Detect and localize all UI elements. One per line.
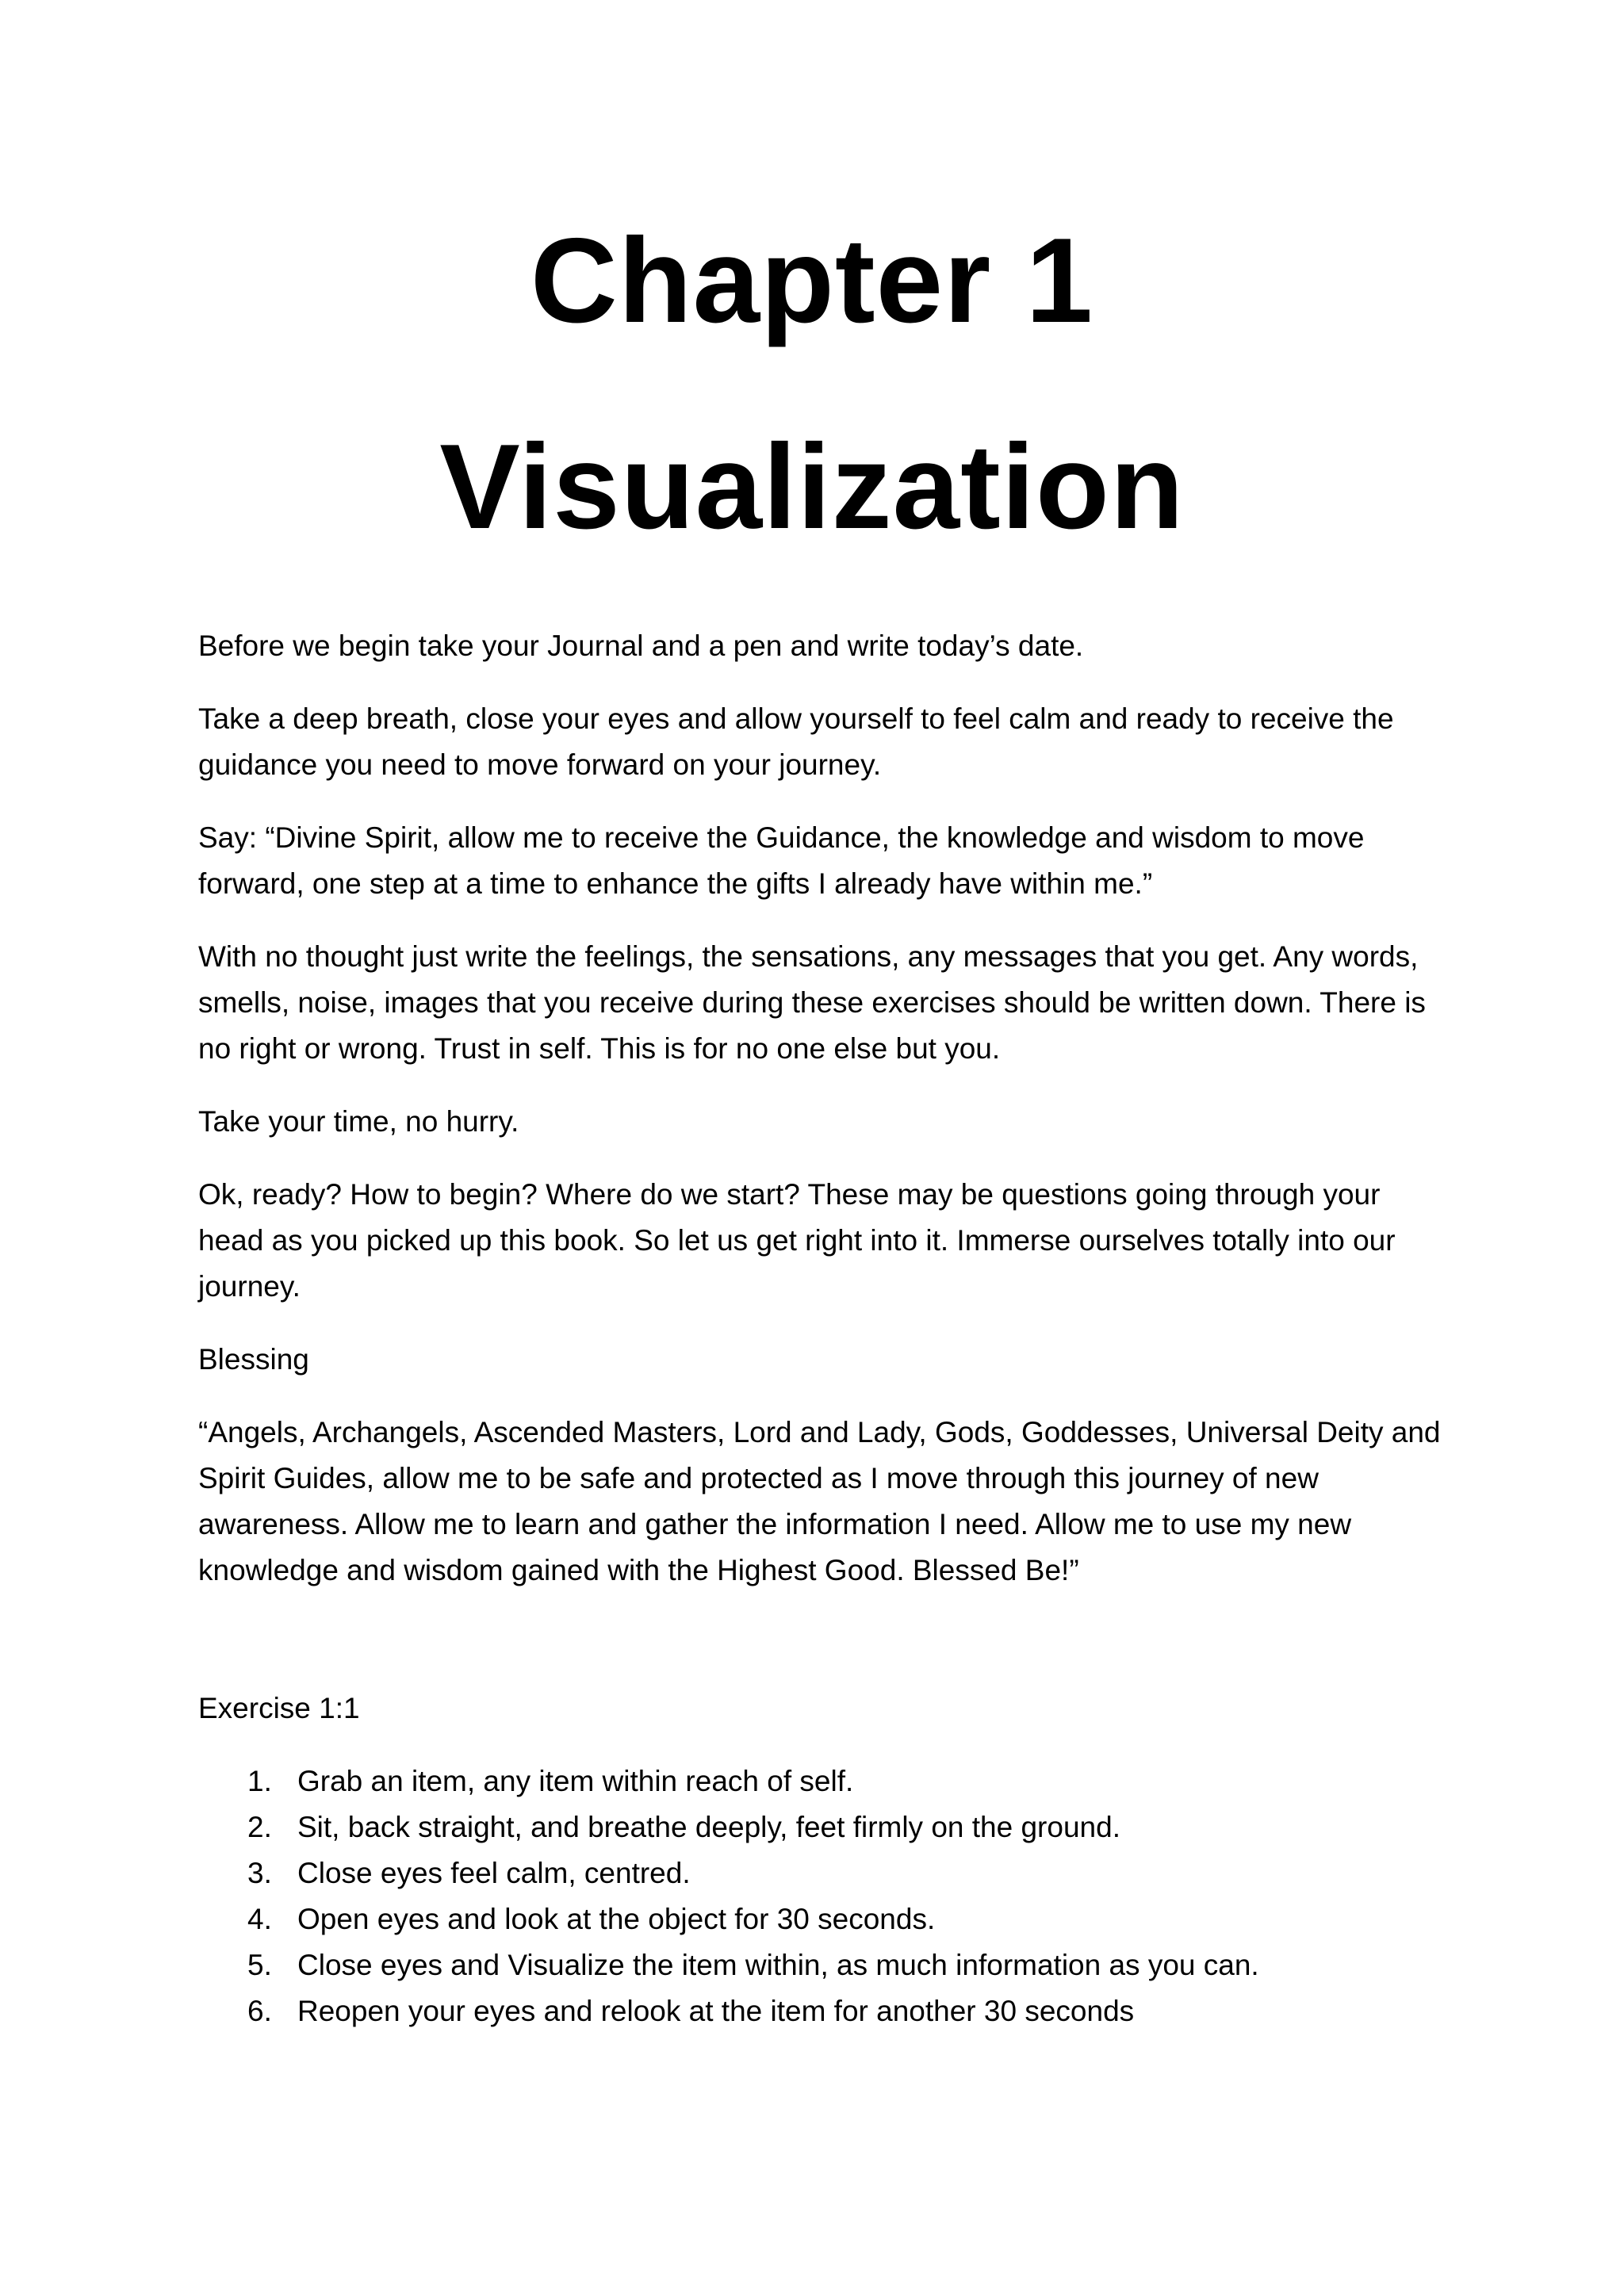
list-item bbox=[198, 1896, 1451, 1942]
list-item-text: Grab an item, any item within reach of self. bbox=[297, 1765, 854, 1797]
list-item-text: Close eyes feel calm, centred. bbox=[297, 1857, 691, 1889]
list-item bbox=[198, 1988, 1451, 2034]
paragraph-intro: Before we begin take your Journal and a pen and write today’s date. bbox=[198, 629, 1084, 662]
chapter-body bbox=[198, 623, 1451, 2034]
list-item-number: 2. bbox=[247, 1811, 272, 1843]
list-item-text: Open eyes and look at the object for 30 seconds. bbox=[297, 1903, 936, 1935]
paragraph-deep-breath: Take a deep breath, close your eyes and allow yourself to feel calm and ready to receive the guidance you need to move forward on your journey. bbox=[198, 702, 1394, 781]
list-item-number: 5. bbox=[247, 1949, 272, 1981]
blessing-heading: Blessing bbox=[198, 1343, 309, 1376]
list-item bbox=[198, 1804, 1451, 1850]
list-item bbox=[198, 1942, 1451, 1988]
list-item-number: 3. bbox=[247, 1857, 272, 1889]
list-item-text: Close eyes and Visualize the item within, as much information as you can. bbox=[297, 1949, 1259, 1981]
exercise-heading: Exercise 1:1 bbox=[198, 1692, 360, 1724]
list-item bbox=[198, 1850, 1451, 1896]
list-item-number: 6. bbox=[247, 1995, 272, 2027]
paragraph-how-to-begin: Ok, ready? How to begin? Where do we start? These may be questions going through your head as you picked up this book. So let us get right into it. Immerse ourselves totally into our journey. bbox=[198, 1178, 1396, 1303]
exercise-steps-list bbox=[198, 1758, 1451, 2034]
list-item-number: 4. bbox=[247, 1903, 272, 1935]
list-item bbox=[198, 1758, 1451, 1804]
paragraph-write-feelings: With no thought just write the feelings, the sensations, any messages that you get. Any words, smells, noise, images that you receive during these exercises should be written down. There is no right or wrong. Trust in self. This is for no one else but you. bbox=[198, 940, 1426, 1065]
blessing-text: “Angels, Archangels, Ascended Masters, Lord and Lady, Gods, Goddesses, Universal Deity and Spirit Guides, allow me to be safe and protected as I move through this journey of new awareness. Allow me to learn and gather the information I need. Allow me to use my new knowledge and wisdom gained with the Highest Good. Blessed Be!” bbox=[198, 1416, 1441, 1586]
paragraph-invocation: Say: “Divine Spirit, allow me to receive the Guidance, the knowledge and wisdom to move forward, one step at a time to enhance the gifts I already have within me.” bbox=[198, 821, 1365, 900]
list-item-text: Sit, back straight, and breathe deeply, feet firmly on the ground. bbox=[297, 1811, 1120, 1843]
paragraph-take-time: Take your time, no hurry. bbox=[198, 1105, 519, 1138]
list-item-text: Reopen your eyes and relook at the item for another 30 seconds bbox=[297, 1995, 1135, 2027]
chapter-title-heading: Visualization bbox=[439, 419, 1185, 554]
chapter-number-heading: Chapter 1 bbox=[530, 213, 1094, 348]
list-item-number: 1. bbox=[247, 1765, 272, 1797]
